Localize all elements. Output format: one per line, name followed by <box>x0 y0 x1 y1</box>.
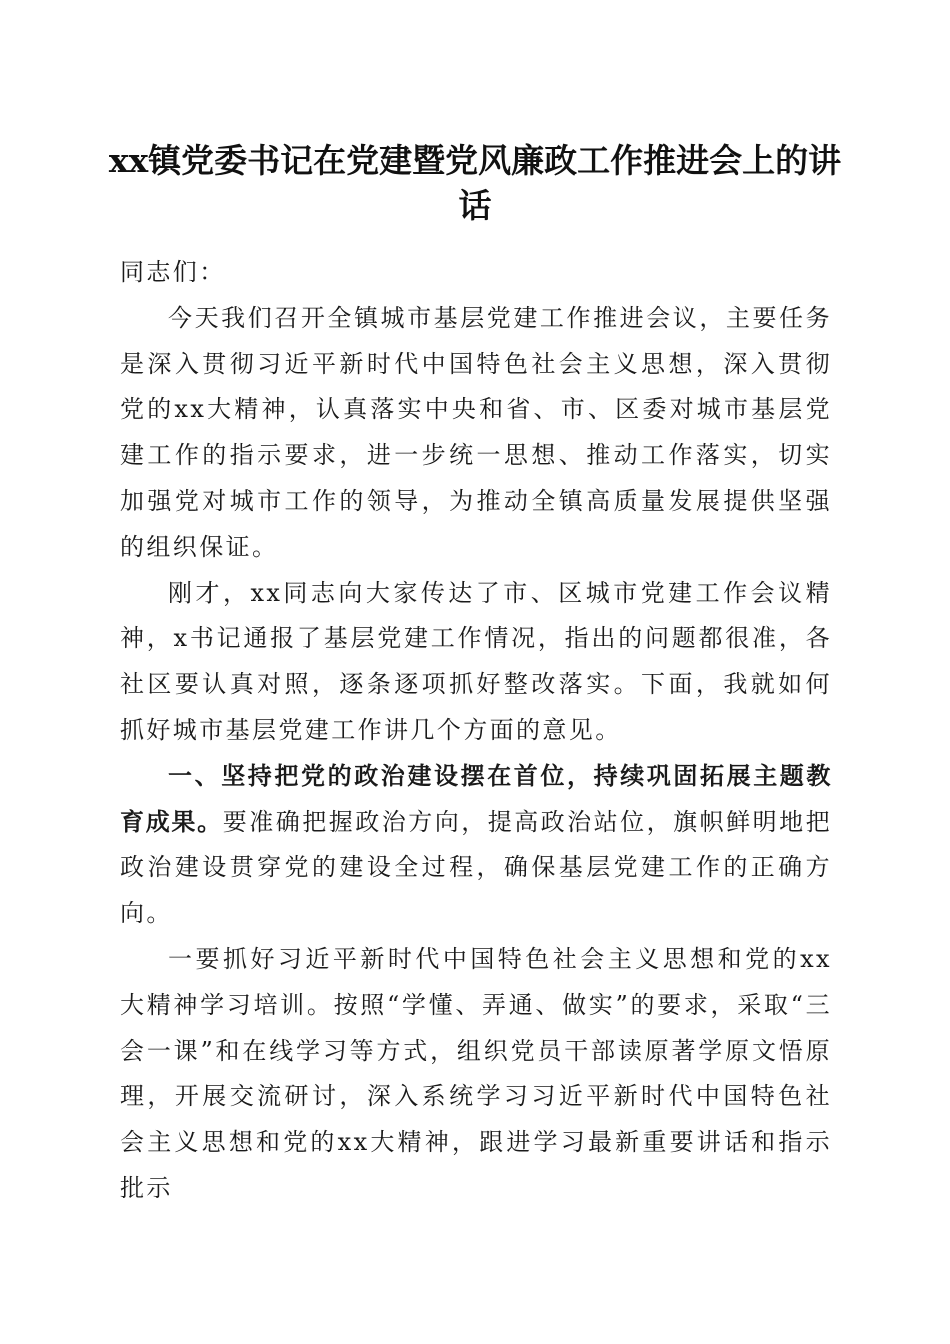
salutation: 同志们： <box>120 258 226 286</box>
section-heading: 一、坚持把党的政治建设摆在首位，持续巩固拓展主题教育成果。 <box>120 761 832 836</box>
paragraph-study: 一要抓好习近平新时代中国特色社会主义思想和党的xx大精神学习培训。按照“学懂、弄通、做实”的要求，采取“三会一课”和在线学习等方式，组织党员干部读原著学原文悟原理，开展交流研讨，深入系统学习习近平新时代中国特色社会主义思想和党的xx大精神，跟进学习最新重要讲话和指示批示 <box>120 944 832 1202</box>
paragraph-context: 刚才，xx同志向大家传达了市、区城市党建工作会议精神，x书记通报了基层党建工作情况，指出的问题都很准，各社区要认真对照，逐条逐项抓好整改落实。下面，我就如何抓好城市基层党建工作讲几个方面的意见。 <box>120 578 832 744</box>
paragraph-intro: 今天我们召开全镇城市基层党建工作推进会议，主要任务是深入贯彻习近平新时代中国特色社会主义思想，深入贯彻党的xx大精神，认真落实中央和省、市、区委对城市基层党建工作的指示要求，进一步统一思想、推动工作落实，切实加强党对城市工作的领导，为推动全镇高质量发展提供坚强的组织保证。 <box>120 303 832 561</box>
document-body <box>120 250 832 1212</box>
section-text: 要准确把握政治方向，提高政治站位，旗帜鲜明地把政治建设贯穿党的建设全过程，确保基层党建工作的正确方向。 <box>120 807 833 928</box>
document-title: xx镇党委书记在党建暨党风廉政工作推进会上的讲话 <box>108 141 842 225</box>
section-one-paragraph <box>120 754 832 937</box>
